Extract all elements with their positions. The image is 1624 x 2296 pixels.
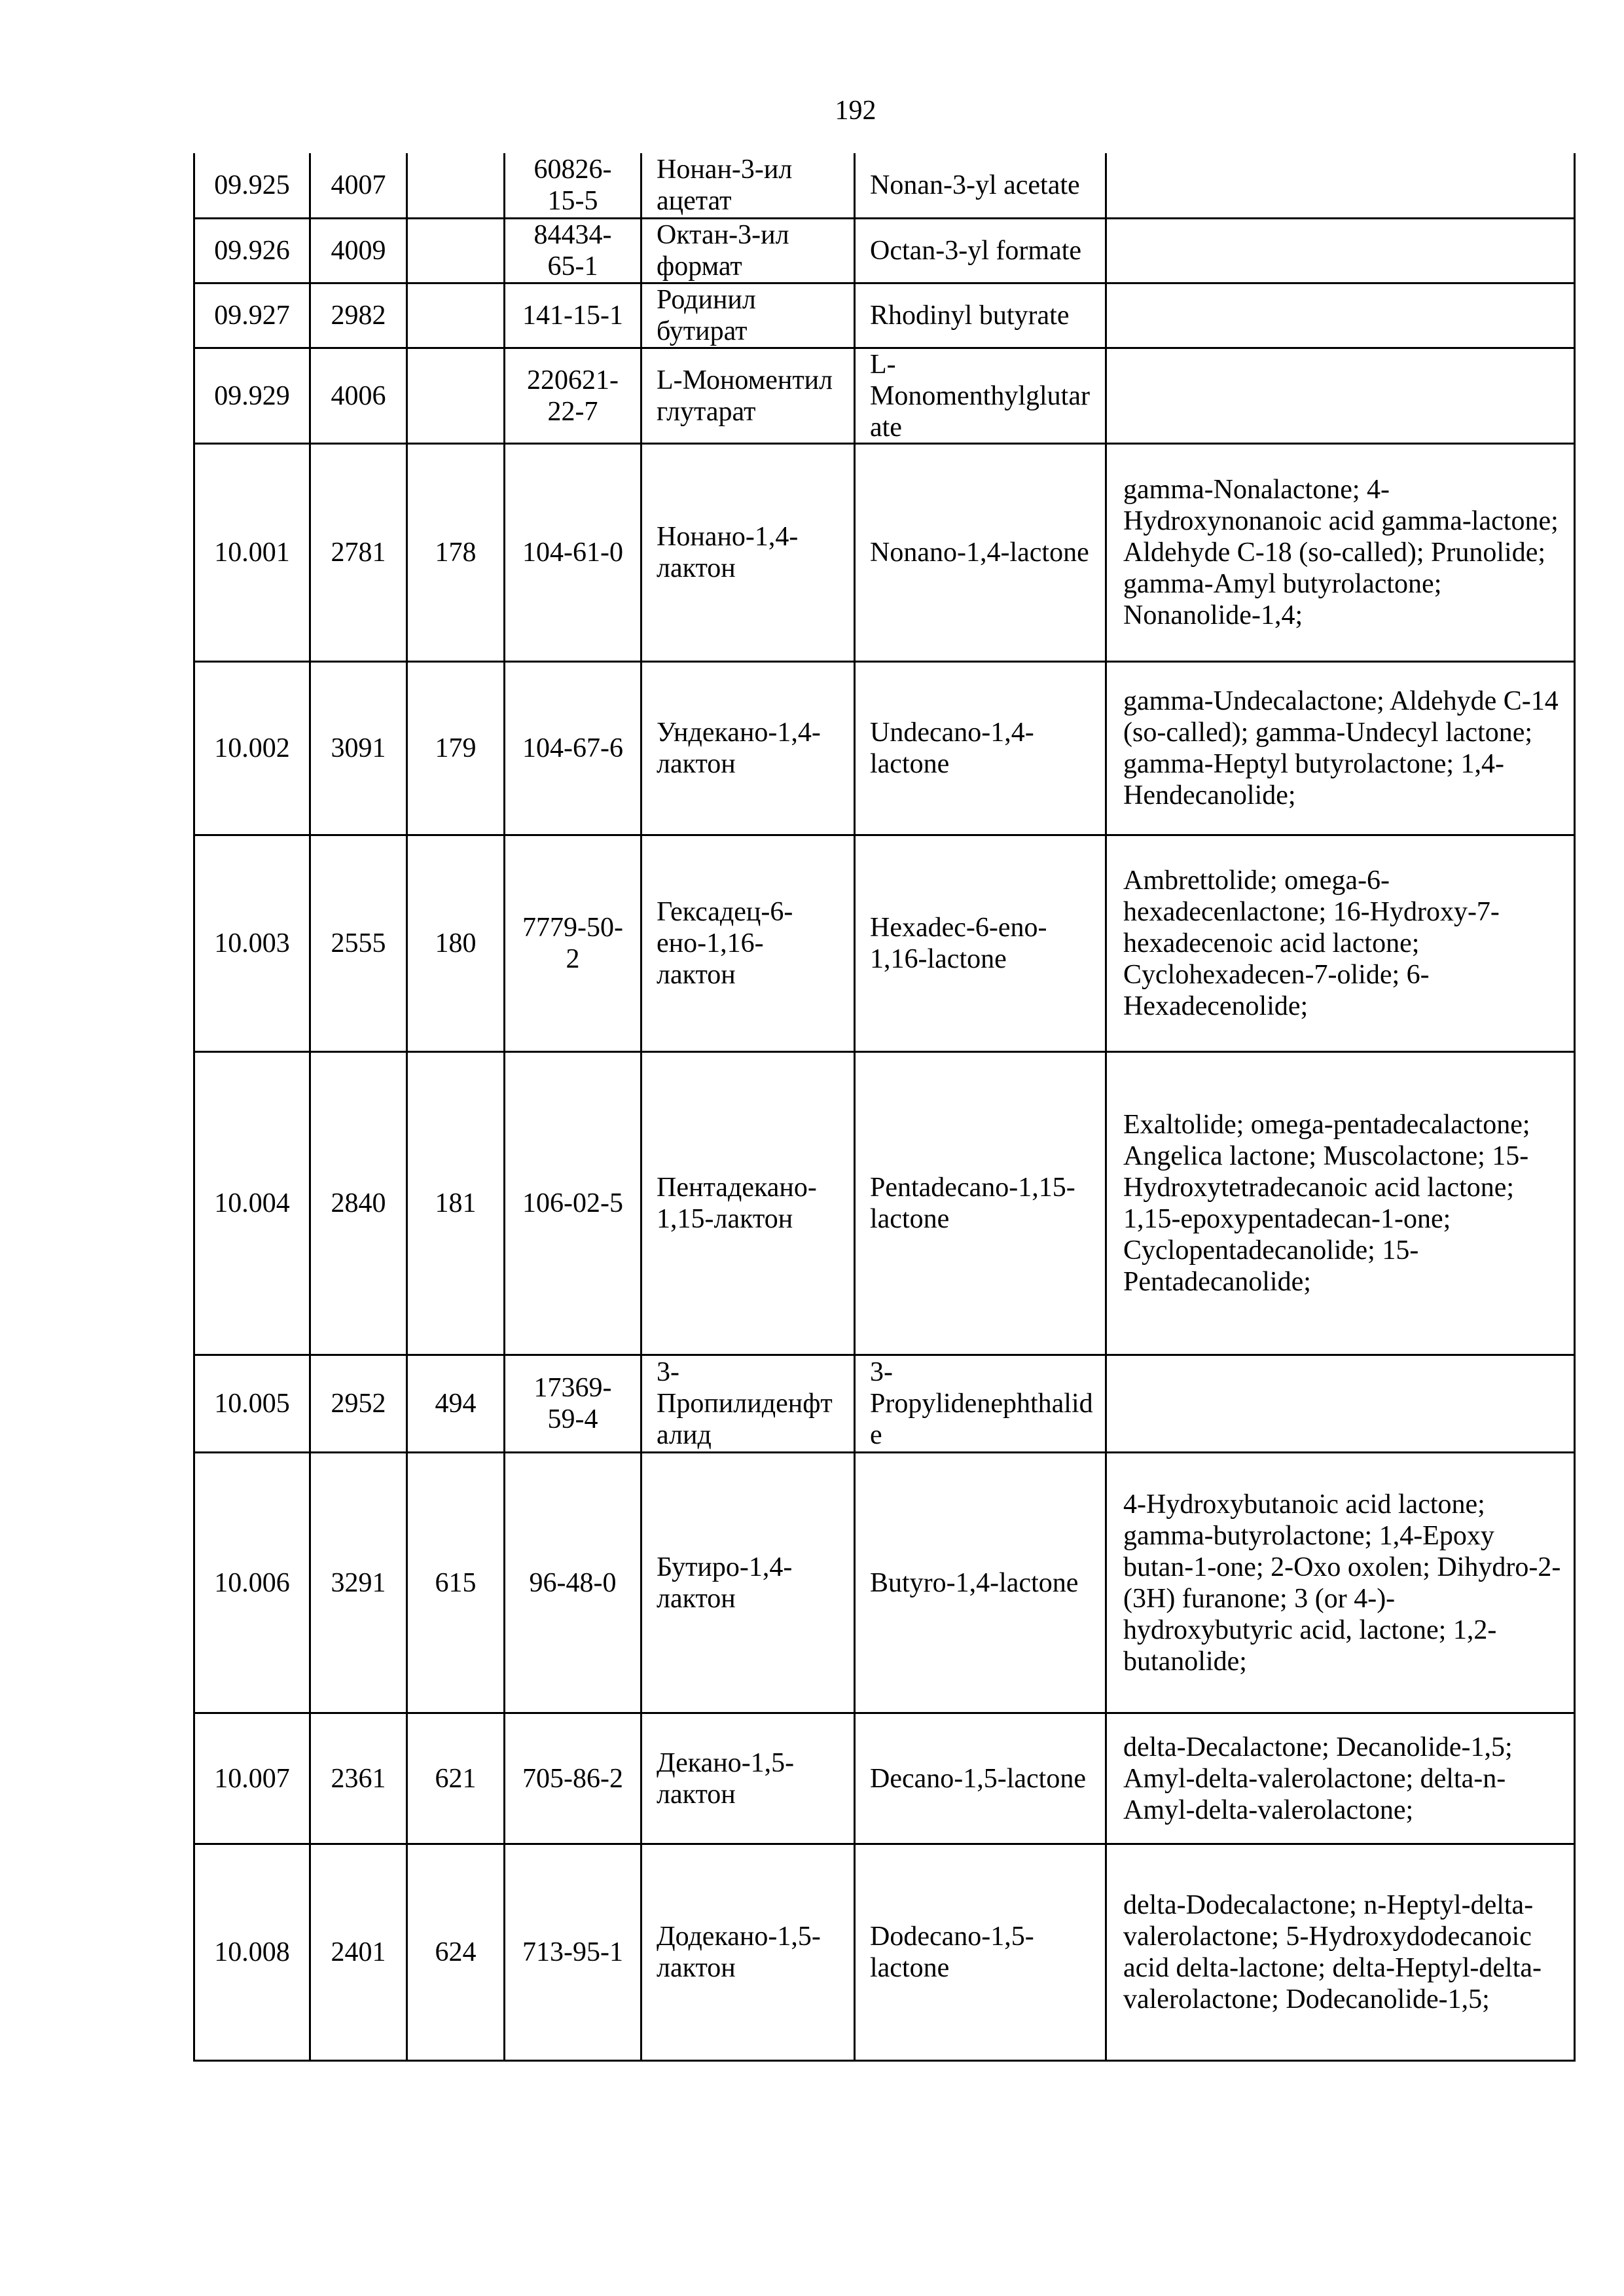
jecfa-number-cell: 181 (408, 1053, 505, 1356)
fema-number-cell: 4007 (311, 153, 408, 219)
flavis-number-cell: 10.004 (193, 1053, 311, 1356)
jecfa-number-cell (408, 219, 505, 284)
cas-number-cell: 104-67-6 (505, 663, 642, 836)
fema-number-cell: 4009 (311, 219, 408, 284)
jecfa-number-cell: 179 (408, 663, 505, 836)
synonyms-cell (1107, 153, 1576, 219)
cas-number-cell: 96-48-0 (505, 1453, 642, 1714)
cas-number-cell: 7779-50- 2 (505, 836, 642, 1053)
cas-number-cell: 106-02-5 (505, 1053, 642, 1356)
english-name-cell: Hexadec-6-eno- 1,16-lactone (856, 836, 1107, 1053)
fema-number-cell: 3291 (311, 1453, 408, 1714)
russian-name-cell: Нонано-1,4- лактон (642, 445, 856, 663)
cas-number-cell: 104-61-0 (505, 445, 642, 663)
synonyms-cell: delta-Decalactone; Decanolide-1,5; Amyl-delta-valerolactone; delta-n- Amyl-delta-valerolactone; (1107, 1714, 1576, 1845)
flavis-number-cell: 10.002 (193, 663, 311, 836)
table-row (193, 349, 1576, 445)
synonyms-cell: gamma-Nonalactone; 4- Hydroxynonanoic acid gamma-lactone; Aldehyde C-18 (so-called); Prunolide; gamma-Amyl butyrolactone; Nonanolide-1,4; (1107, 445, 1576, 663)
russian-name-cell: Додекано-1,5- лактон (642, 1845, 856, 2062)
fema-number-cell: 2952 (311, 1356, 408, 1453)
synonyms-cell: 4-Hydroxybutanoic acid lactone; gamma-butyrolactone; 1,4-Epoxy butan-1-one; 2-Oxo oxolen; Dihydro-2- (3H) furanone; 3 (or 4-)- hydroxybutyric acid, lactone; 1,2- butanolide; (1107, 1453, 1576, 1714)
flavis-number-cell: 10.005 (193, 1356, 311, 1453)
table-row (193, 1053, 1576, 1356)
table-row (193, 663, 1576, 836)
fema-number-cell: 2781 (311, 445, 408, 663)
russian-name-cell: Пентадекано- 1,15-лактон (642, 1053, 856, 1356)
flavis-number-cell: 09.926 (193, 219, 311, 284)
synonyms-cell (1107, 284, 1576, 349)
page-number: 192 (835, 96, 876, 126)
fema-number-cell: 4006 (311, 349, 408, 445)
english-name-cell: Nonano-1,4-lactone (856, 445, 1107, 663)
russian-name-cell: Октан-3-ил формат (642, 219, 856, 284)
fema-number-cell: 2401 (311, 1845, 408, 2062)
table-row (193, 1714, 1576, 1845)
jecfa-number-cell: 615 (408, 1453, 505, 1714)
jecfa-number-cell: 621 (408, 1714, 505, 1845)
jecfa-number-cell (408, 284, 505, 349)
synonyms-cell (1107, 349, 1576, 445)
english-name-cell: Decano-1,5-lactone (856, 1714, 1107, 1845)
english-name-cell: 3- Propylidenephthalid e (856, 1356, 1107, 1453)
flavis-number-cell: 09.927 (193, 284, 311, 349)
flavis-number-cell: 10.008 (193, 1845, 311, 2062)
russian-name-cell: Декано-1,5- лактон (642, 1714, 856, 1845)
russian-name-cell: Ундекано-1,4- лактон (642, 663, 856, 836)
english-name-cell: Rhodinyl butyrate (856, 284, 1107, 349)
russian-name-cell: 3- Пропилиденфт алид (642, 1356, 856, 1453)
cas-number-cell: 713-95-1 (505, 1845, 642, 2062)
fema-number-cell: 2982 (311, 284, 408, 349)
cas-number-cell: 17369- 59-4 (505, 1356, 642, 1453)
jecfa-number-cell: 180 (408, 836, 505, 1053)
english-name-cell: Dodecano-1,5- lactone (856, 1845, 1107, 2062)
synonyms-cell: delta-Dodecalactone; n-Heptyl-delta- valerolactone; 5-Hydroxydodecanoic acid delta-lactone; delta-Heptyl-delta- valerolactone; Dodecanolide-1,5; (1107, 1845, 1576, 2062)
cas-number-cell: 84434- 65-1 (505, 219, 642, 284)
russian-name-cell: Гексадец-6- ено-1,16- лактон (642, 836, 856, 1053)
table-row (193, 445, 1576, 663)
fema-number-cell: 3091 (311, 663, 408, 836)
table-row (193, 1453, 1576, 1714)
jecfa-number-cell: 494 (408, 1356, 505, 1453)
jecfa-number-cell: 178 (408, 445, 505, 663)
jecfa-number-cell (408, 153, 505, 219)
table-row (193, 153, 1576, 219)
russian-name-cell: Нонан-3-ил ацетат (642, 153, 856, 219)
flavis-number-cell: 10.007 (193, 1714, 311, 1845)
jecfa-number-cell: 624 (408, 1845, 505, 2062)
cas-number-cell: 141-15-1 (505, 284, 642, 349)
cas-number-cell: 705-86-2 (505, 1714, 642, 1845)
flavis-number-cell: 10.001 (193, 445, 311, 663)
flavouring-substances-table (193, 153, 1576, 2062)
flavis-number-cell: 10.006 (193, 1453, 311, 1714)
synonyms-cell (1107, 219, 1576, 284)
english-name-cell: Undecano-1,4- lactone (856, 663, 1107, 836)
synonyms-cell: Exaltolide; omega-pentadecalactone; Angelica lactone; Muscolactone; 15- Hydroxytetradecanoic acid lactone; 1,15-epoxypentadecan-1-one; Cyclopentadecanolide; 15- Pentadecanolide; (1107, 1053, 1576, 1356)
table-row (193, 284, 1576, 349)
cas-number-cell: 60826- 15-5 (505, 153, 642, 219)
cas-number-cell: 220621- 22-7 (505, 349, 642, 445)
english-name-cell: Butyro-1,4-lactone (856, 1453, 1107, 1714)
synonyms-cell: Ambrettolide; omega-6- hexadecenlactone; 16-Hydroxy-7- hexadecenoic acid lactone; Cyclohexadecen-7-olide; 6- Hexadecenolide; (1107, 836, 1576, 1053)
fema-number-cell: 2361 (311, 1714, 408, 1845)
english-name-cell: Pentadecano-1,15- lactone (856, 1053, 1107, 1356)
flavis-number-cell: 09.929 (193, 349, 311, 445)
flavis-number-cell: 10.003 (193, 836, 311, 1053)
synonyms-cell: gamma-Undecalactone; Aldehyde C-14 (so-called); gamma-Undecyl lactone; gamma-Heptyl butyrolactone; 1,4- Hendecanolide; (1107, 663, 1576, 836)
russian-name-cell: L-Мономентил глутарат (642, 349, 856, 445)
russian-name-cell: Родинил бутират (642, 284, 856, 349)
flavis-number-cell: 09.925 (193, 153, 311, 219)
table-row (193, 836, 1576, 1053)
table-row (193, 219, 1576, 284)
table-row (193, 1845, 1576, 2062)
fema-number-cell: 2555 (311, 836, 408, 1053)
synonyms-cell (1107, 1356, 1576, 1453)
english-name-cell: Nonan-3-yl acetate (856, 153, 1107, 219)
jecfa-number-cell (408, 349, 505, 445)
english-name-cell: Octan-3-yl formate (856, 219, 1107, 284)
table-row (193, 1356, 1576, 1453)
fema-number-cell: 2840 (311, 1053, 408, 1356)
english-name-cell: L- Monomenthylglutar ate (856, 349, 1107, 445)
russian-name-cell: Бутиро-1,4- лактон (642, 1453, 856, 1714)
